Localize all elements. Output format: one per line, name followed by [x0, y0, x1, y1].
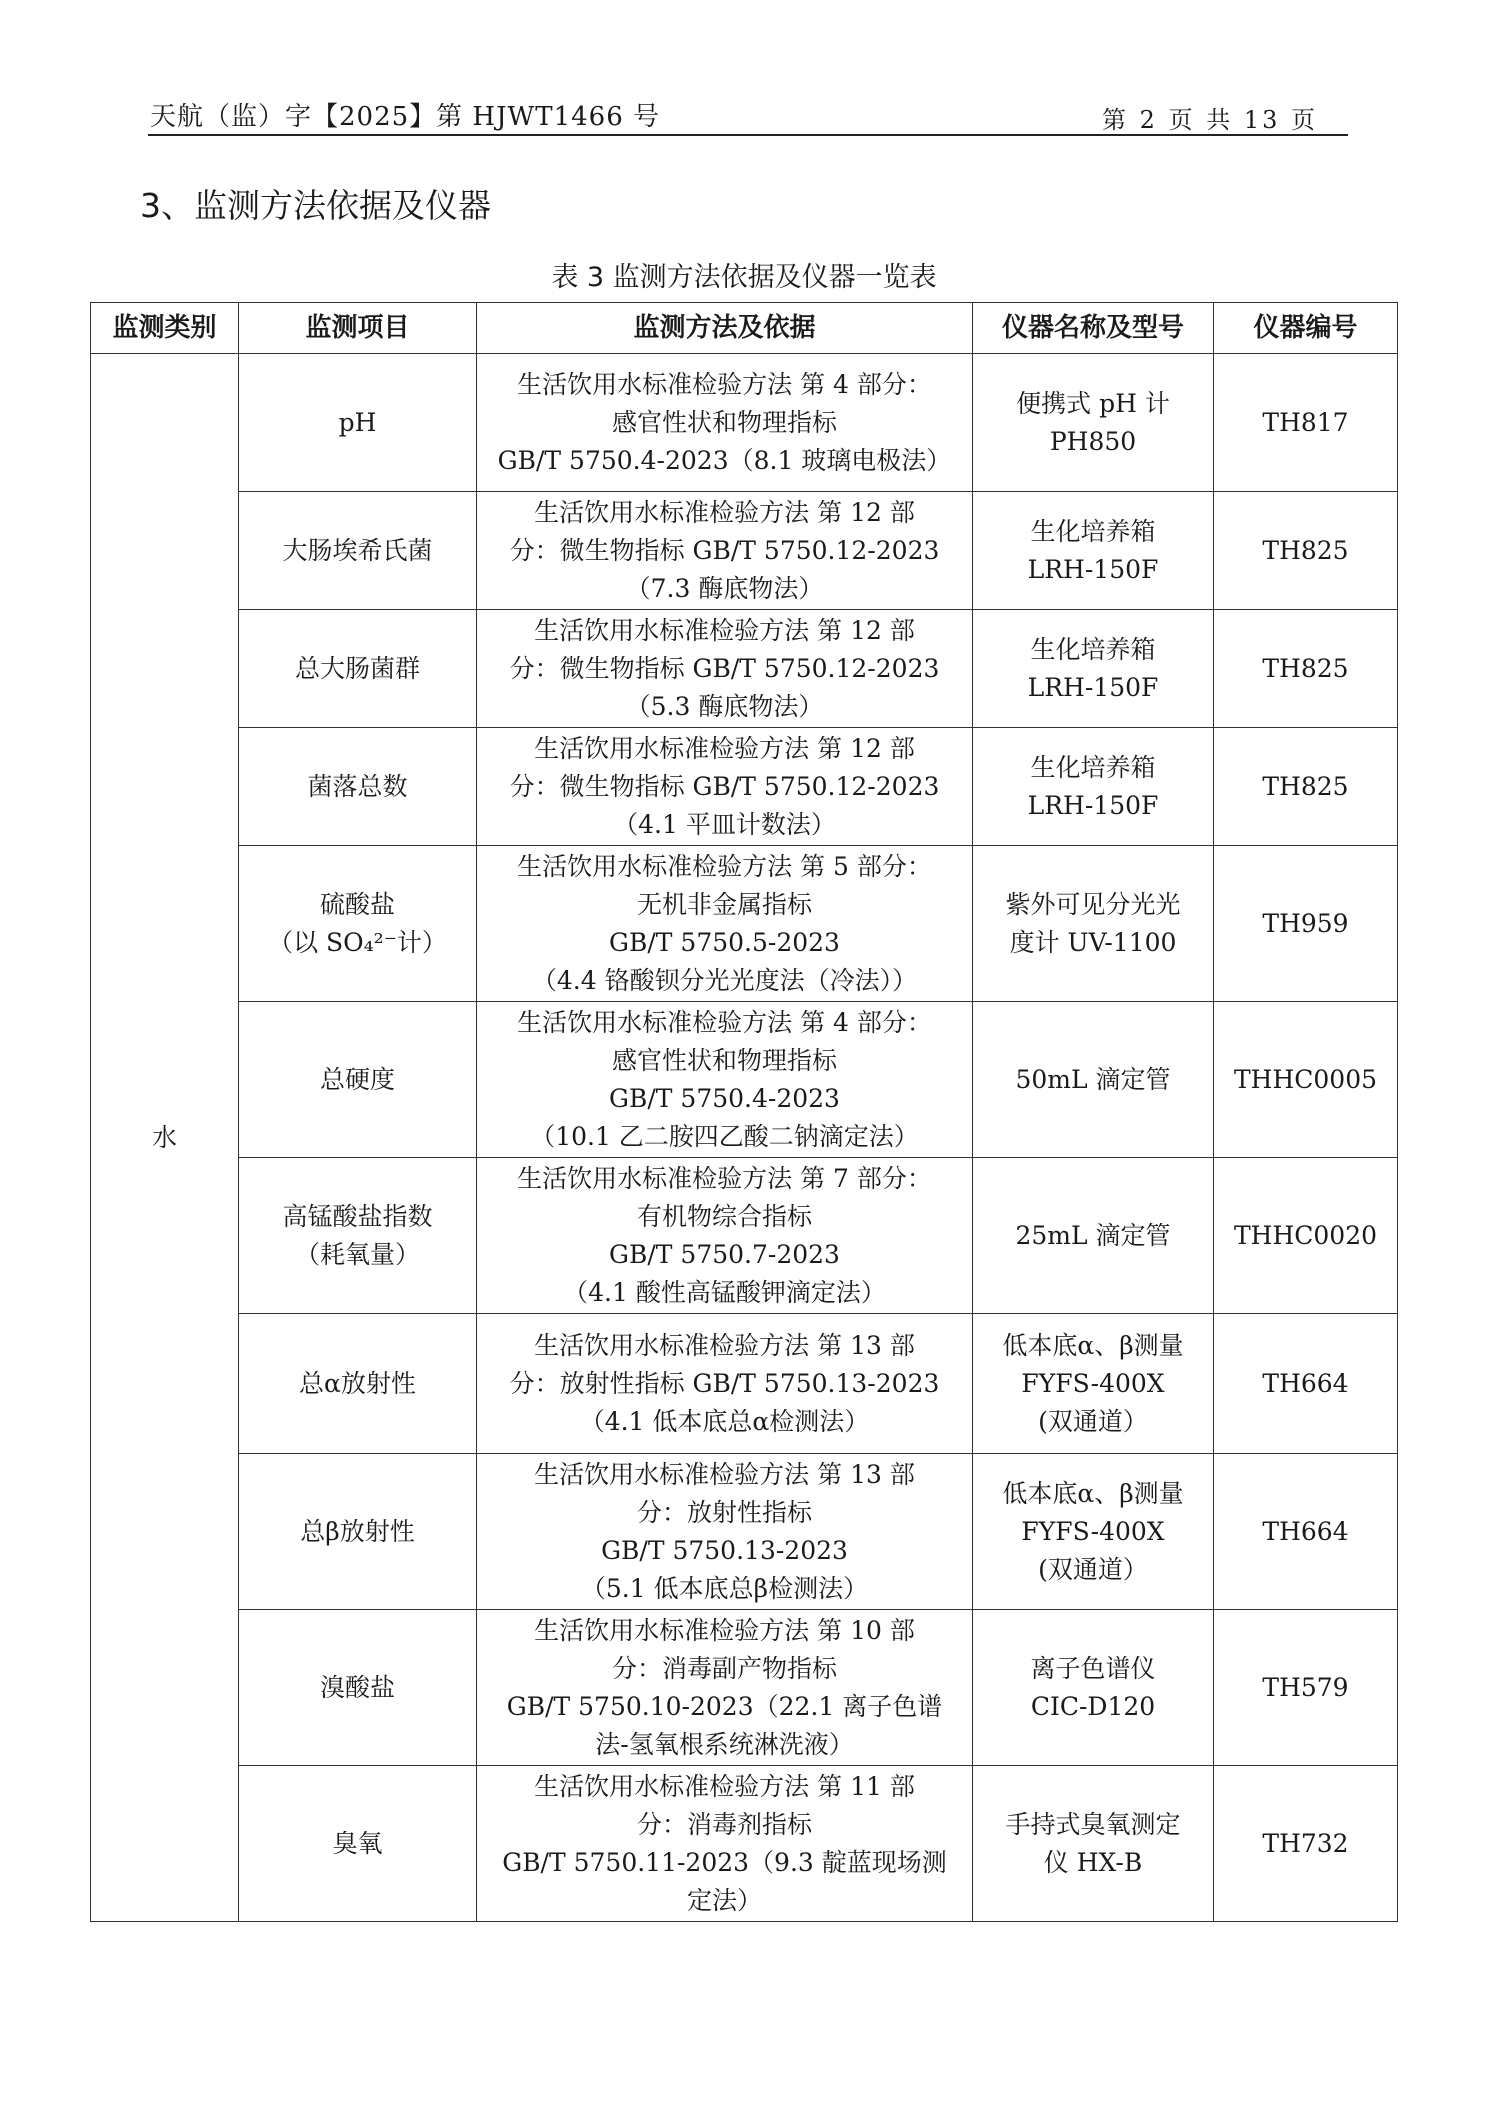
table-row: [91, 846, 1398, 1002]
instrument-cell: 50mL 滴定管: [973, 1002, 1214, 1158]
instrument-cell: 离子色谱仪 CIC-D120: [973, 1610, 1214, 1766]
method-cell: 生活饮用水标准检验方法 第 11 部 分：消毒剂指标 GB/T 5750.11-2023（9.3 靛蓝现场测 定法）: [477, 1766, 973, 1922]
instrument-cell: 生化培养箱 LRH-150F: [973, 610, 1214, 728]
document-reference: 天航（监）字【2025】第 HJWT1466 号: [150, 102, 661, 132]
item-cell: 溴酸盐: [239, 1610, 477, 1766]
table-row: [91, 1454, 1398, 1610]
instrument-cell: 低本底α、β测量 FYFS-400X (双通道）: [973, 1314, 1214, 1454]
table-row: [91, 1610, 1398, 1766]
method-cell: 生活饮用水标准检验方法 第 13 部 分：放射性指标 GB/T 5750.13-2023 （4.1 低本底总α检测法）: [477, 1314, 973, 1454]
method-cell: 生活饮用水标准检验方法 第 12 部 分：微生物指标 GB/T 5750.12-2023 （4.1 平皿计数法）: [477, 728, 973, 846]
instrument-number-cell: THHC0020: [1214, 1158, 1398, 1314]
item-cell: 总β放射性: [239, 1454, 477, 1610]
table-row: [91, 1314, 1398, 1454]
method-cell: 生活饮用水标准检验方法 第 13 部 分：放射性指标 GB/T 5750.13-2023 （5.1 低本底总β检测法）: [477, 1454, 973, 1610]
table-row: [91, 354, 1398, 492]
method-cell: 生活饮用水标准检验方法 第 5 部分： 无机非金属指标 GB/T 5750.5-2023 （4.4 铬酸钡分光光度法（冷法））: [477, 846, 973, 1002]
instrument-number-cell: TH825: [1214, 610, 1398, 728]
instrument-cell: 低本底α、β测量 FYFS-400X (双通道）: [973, 1454, 1214, 1610]
table-row: [91, 1158, 1398, 1314]
page-number: 第 2 页 共 13 页: [1102, 106, 1318, 134]
table-caption: 表 3 监测方法依据及仪器一览表: [551, 262, 937, 293]
instrument-number-cell: TH817: [1214, 354, 1398, 492]
instrument-cell: 手持式臭氧测定 仪 HX-B: [973, 1766, 1214, 1922]
instrument-number-cell: TH825: [1214, 728, 1398, 846]
method-cell: 生活饮用水标准检验方法 第 4 部分： 感官性状和物理指标 GB/T 5750.4-2023 （10.1 乙二胺四乙酸二钠滴定法）: [477, 1002, 973, 1158]
item-cell: pH: [239, 354, 477, 492]
item-cell: 高锰酸盐指数 （耗氧量）: [239, 1158, 477, 1314]
table-row: [91, 1002, 1398, 1158]
instrument-number-cell: TH664: [1214, 1454, 1398, 1610]
header-divider: [148, 134, 1348, 136]
method-cell: 生活饮用水标准检验方法 第 7 部分： 有机物综合指标 GB/T 5750.7-2023 （4.1 酸性高锰酸钾滴定法）: [477, 1158, 973, 1314]
instrument-cell: 生化培养箱 LRH-150F: [973, 492, 1214, 610]
table-row: [91, 492, 1398, 610]
method-cell: 生活饮用水标准检验方法 第 10 部 分：消毒副产物指标 GB/T 5750.10-2023（22.1 离子色谱 法-氢氧根系统淋洗液）: [477, 1610, 973, 1766]
instrument-cell: 便携式 pH 计 PH850: [973, 354, 1214, 492]
column-header-category: 监测类别: [91, 303, 239, 354]
instrument-number-cell: TH579: [1214, 1610, 1398, 1766]
instrument-number-cell: TH825: [1214, 492, 1398, 610]
instrument-number-cell: THHC0005: [1214, 1002, 1398, 1158]
method-cell: 生活饮用水标准检验方法 第 12 部 分：微生物指标 GB/T 5750.12-2023 （5.3 酶底物法）: [477, 610, 973, 728]
instrument-number-cell: TH664: [1214, 1314, 1398, 1454]
item-cell: 菌落总数: [239, 728, 477, 846]
category-cell: 水: [91, 354, 239, 1922]
item-cell: 大肠埃希氏菌: [239, 492, 477, 610]
table-row: [91, 610, 1398, 728]
table-row: [91, 728, 1398, 846]
monitoring-methods-table: [90, 302, 1398, 1922]
table-row: [91, 1766, 1398, 1922]
item-cell: 臭氧: [239, 1766, 477, 1922]
instrument-cell: 紫外可见分光光 度计 UV-1100: [973, 846, 1214, 1002]
item-cell: 总α放射性: [239, 1314, 477, 1454]
item-cell: 总大肠菌群: [239, 610, 477, 728]
section-title: 3、监测方法依据及仪器: [140, 186, 491, 225]
column-header-instrument: 仪器名称及型号: [973, 303, 1214, 354]
instrument-number-cell: TH732: [1214, 1766, 1398, 1922]
method-cell: 生活饮用水标准检验方法 第 4 部分： 感官性状和物理指标 GB/T 5750.4-2023（8.1 玻璃电极法）: [477, 354, 973, 492]
column-header-item: 监测项目: [239, 303, 477, 354]
table-header-row: [91, 303, 1398, 354]
column-header-number: 仪器编号: [1214, 303, 1398, 354]
instrument-cell: 生化培养箱 LRH-150F: [973, 728, 1214, 846]
column-header-method: 监测方法及依据: [477, 303, 973, 354]
instrument-cell: 25mL 滴定管: [973, 1158, 1214, 1314]
item-cell: 总硬度: [239, 1002, 477, 1158]
instrument-number-cell: TH959: [1214, 846, 1398, 1002]
method-cell: 生活饮用水标准检验方法 第 12 部 分：微生物指标 GB/T 5750.12-2023 （7.3 酶底物法）: [477, 492, 973, 610]
item-cell: 硫酸盐 （以 SO₄²⁻计）: [239, 846, 477, 1002]
